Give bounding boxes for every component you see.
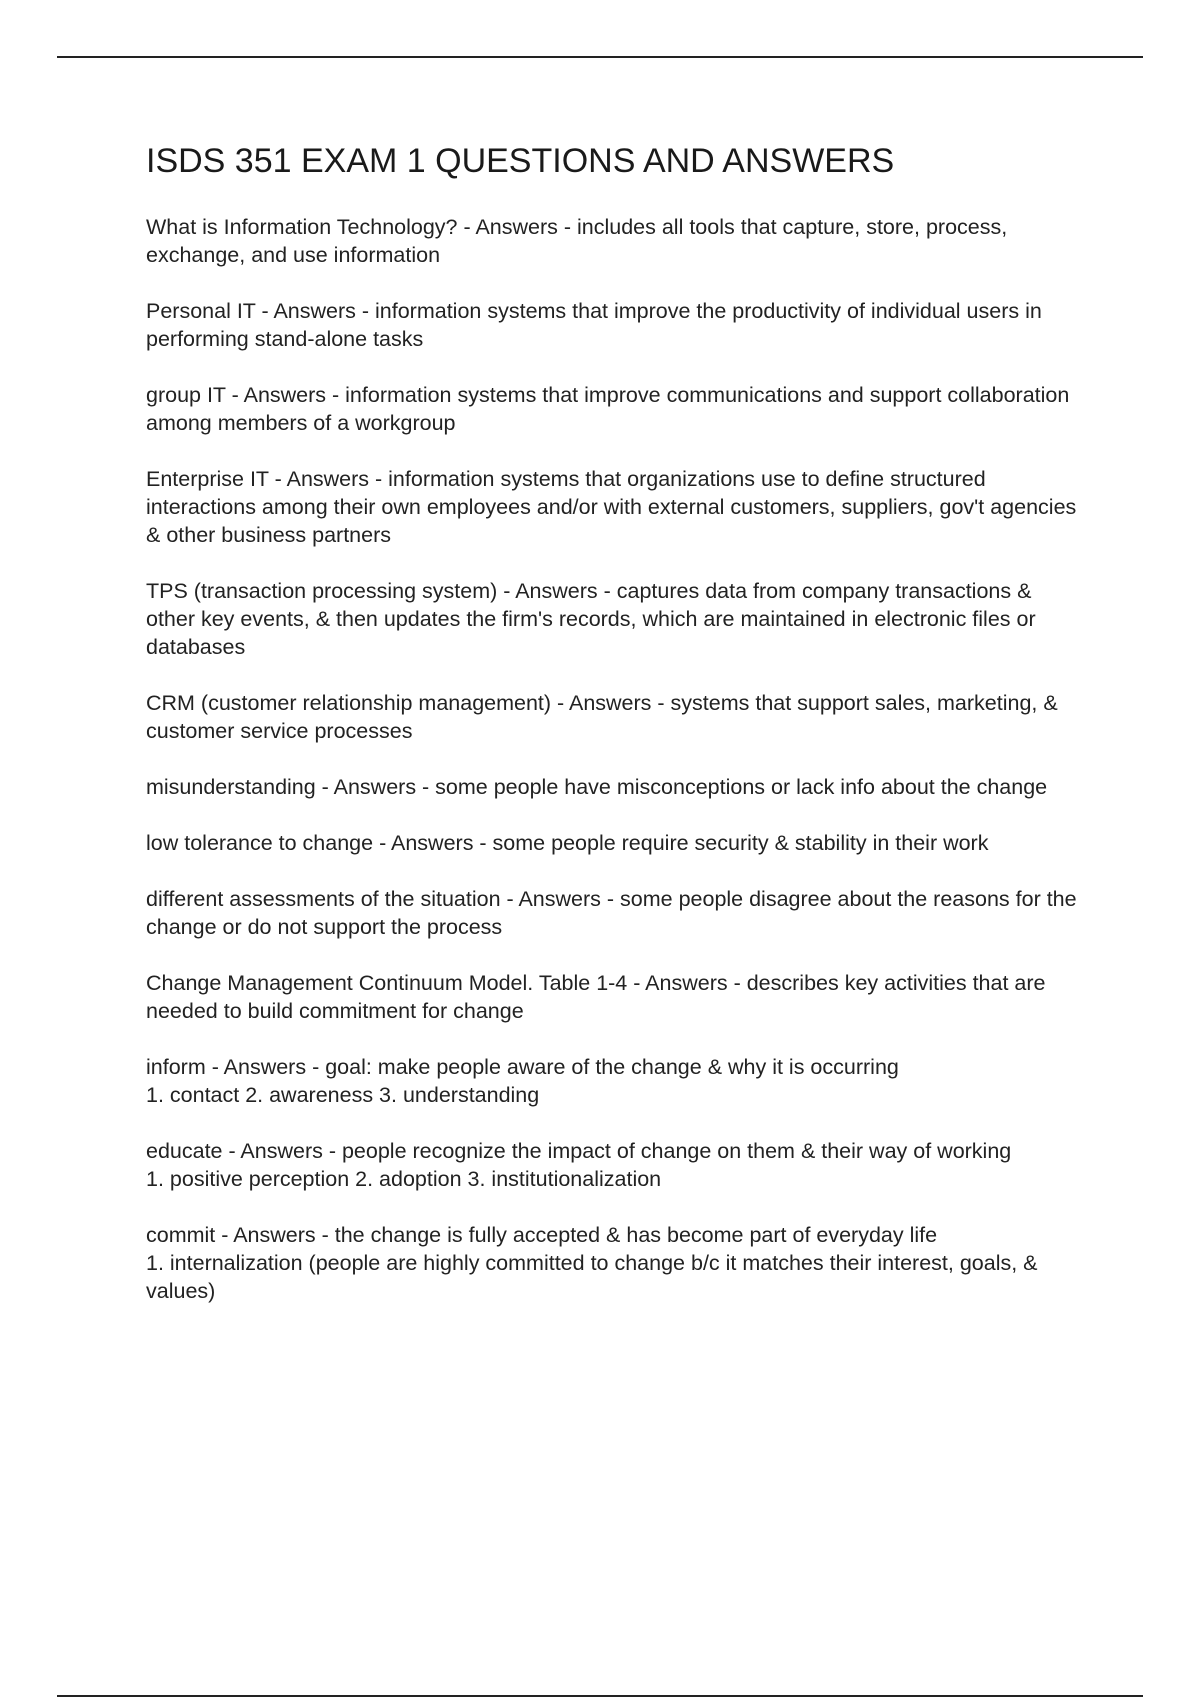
- qa-entry: What is Information Technology? - Answers - includes all tools that capture, store, process, exchange, and use information: [146, 215, 1008, 268]
- qa-entry: Personal IT - Answers - information systems that improve the productivity of individual users in performing stand-alone tasks: [146, 299, 1042, 352]
- bottom-divider: [57, 1695, 1143, 1697]
- qa-entry: low tolerance to change - Answers - some people require security & stability in their work: [146, 831, 989, 856]
- qa-entry: commit - Answers - the change is fully accepted & has become part of everyday life 1. internalization (people are highly committed to change b/c it matches their interest, goals, & values): [146, 1223, 1038, 1304]
- qa-entry: CRM (customer relationship management) - Answers - systems that support sales, marketing, & customer service processes: [146, 691, 1058, 744]
- qa-entry: group IT - Answers - information systems that improve communications and support collaboration among members of a workgroup: [146, 383, 1070, 436]
- qa-entry: Enterprise IT - Answers - information systems that organizations use to define structured interactions among their own employees and/or with external customers, suppliers, gov't agencies & other business partners: [146, 467, 1077, 548]
- qa-entry: misunderstanding - Answers - some people have misconceptions or lack info about the change: [146, 775, 1048, 800]
- top-divider: [57, 56, 1143, 58]
- page-title: ISDS 351 EXAM 1 QUESTIONS AND ANSWERS: [146, 142, 895, 180]
- qa-entry: educate - Answers - people recognize the impact of change on them & their way of working 1. positive perception 2. adoption 3. institutionalization: [146, 1139, 1012, 1192]
- qa-entry: Change Management Continuum Model. Table 1-4 - Answers - describes key activities that are needed to build commitment for change: [146, 971, 1046, 1024]
- qa-entry: different assessments of the situation - Answers - some people disagree about the reasons for the change or do not support the process: [146, 887, 1077, 940]
- document-body: [146, 142, 1086, 1333]
- qa-entry: TPS (transaction processing system) - Answers - captures data from company transactions & other key events, & then updates the firm's records, which are maintained in electronic files or databases: [146, 579, 1036, 660]
- qa-entry: inform - Answers - goal: make people aware of the change & why it is occurring 1. contact 2. awareness 3. understanding: [146, 1055, 899, 1108]
